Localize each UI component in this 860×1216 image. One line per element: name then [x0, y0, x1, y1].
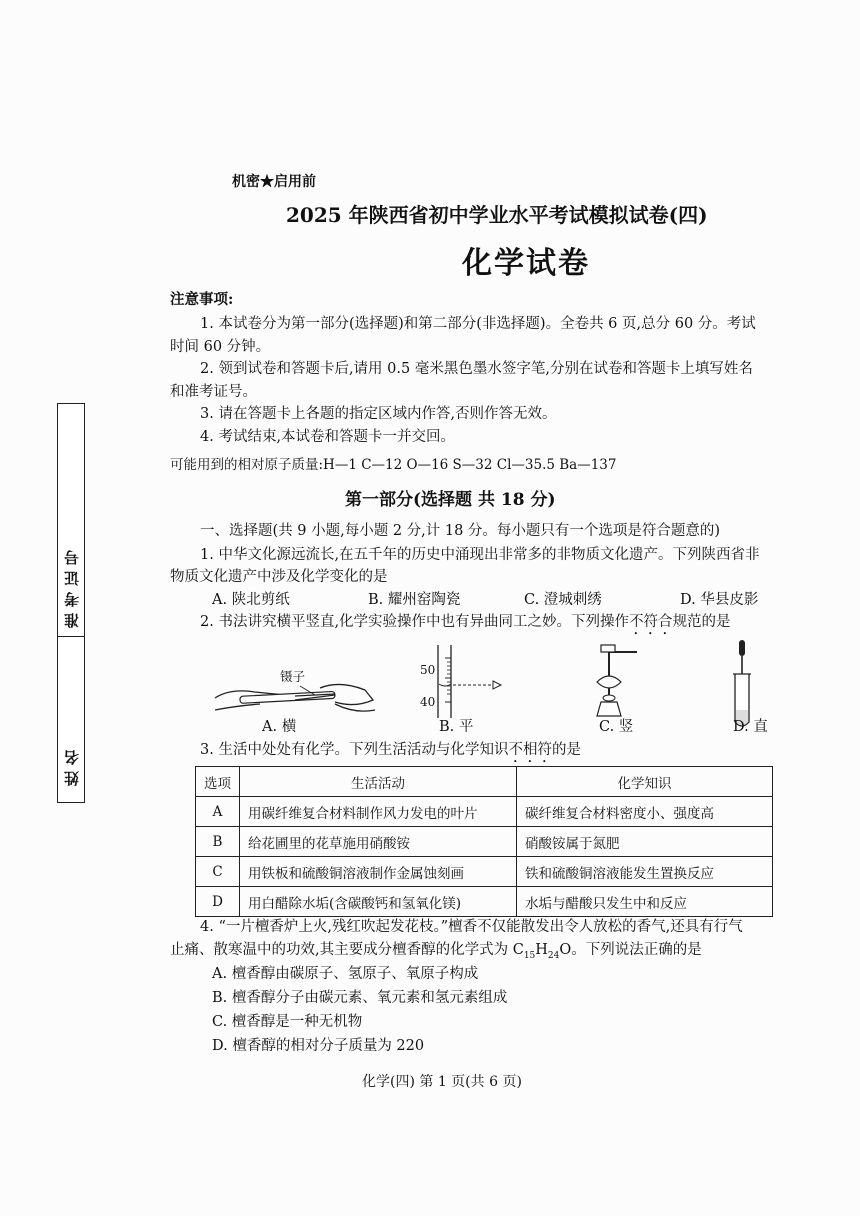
- q1-option-a: A. 陕北剪纸: [212, 592, 290, 608]
- table-cell: 用铁板和硫酸铜溶液制作金属蚀刻画: [240, 857, 517, 887]
- q4-line2: [170, 940, 702, 966]
- q1-option-b: B. 耀州窑陶瓷: [368, 592, 461, 608]
- atomic-masses: 可能用到的相对原子质量:H—1 C—12 O—16 S—32 Cl—35.5 Ba—137: [170, 457, 617, 473]
- q4-option-c: C. 檀香醇是一种无机物: [212, 1014, 363, 1030]
- q4-line2-post: O。下列说法正确的是: [559, 942, 702, 958]
- tweezers-illustration: [215, 684, 375, 711]
- q2-option-d: D. 直: [733, 719, 768, 735]
- q4-line1: 4. “一片檀香炉上火,残红吹起发花枝。”檀香不仅能散发出令人放松的香气,还具有行气: [200, 919, 743, 935]
- scale-label-50: 50: [420, 663, 436, 677]
- q2-option-a: A. 横: [262, 719, 297, 735]
- table-cell: B: [196, 827, 240, 857]
- candidate-info-box: [57, 403, 85, 803]
- q3-text: [200, 740, 581, 766]
- q1-line1: 1. 中华文化源远流长,在五千年的历史中涌现出非常多的非物质文化遗产。下列陕西省非: [200, 547, 760, 563]
- section-instructions: 一、选择题(共 9 小题,每小题 2 分,计 18 分。每小题只有一个选项是符合题意的): [200, 523, 721, 539]
- formula-sub-c: 15: [523, 950, 536, 961]
- q1-line2: 物质文化遗产中涉及化学变化的是: [170, 569, 388, 585]
- q4-line2-pre: 止痛、散寒温中的功效,其主要成分檀香醇的化学式为 C: [170, 942, 524, 958]
- table-cell: 硝酸铵属于氮肥: [517, 827, 773, 857]
- table-row: [196, 887, 773, 917]
- table-cell: 用白醋除水垢(含碳酸钙和氢氧化镁): [240, 887, 517, 917]
- q4-option-d: D. 檀香醇的相对分子质量为 220: [212, 1038, 425, 1054]
- table-header-knowledge: 化学知识: [517, 767, 773, 797]
- q2-text-pre: 2. 书法讲究横平竖直,化学实验操作中也有异曲同工之妙。下列操作: [200, 614, 630, 630]
- notice-item-3: 3. 请在答题卡上各题的指定区域内作答,否则作答无效。: [200, 406, 557, 422]
- q3-text-pre: 3. 生活中处处有化学。下列生活活动与化学知识: [200, 742, 509, 758]
- table-header-option: 选项: [196, 767, 240, 797]
- notice-item-1-cont: 时间 60 分钟。: [170, 339, 271, 355]
- q2-text-post: 规范的是: [672, 614, 731, 630]
- exam-title: 2025 年陕西省初中学业水平考试模拟试卷(四): [286, 203, 708, 227]
- name-label: 姓名: [63, 744, 81, 786]
- table-cell: 碳纤维复合材料密度小、强度高: [517, 797, 773, 827]
- table-header-row: [196, 767, 773, 797]
- q2-text-emphasis: 不符合: [629, 614, 673, 630]
- confidential-mark: 机密★启用前: [232, 174, 316, 190]
- table-cell: 用碳纤维复合材料制作风力发电的叶片: [240, 797, 517, 827]
- side-box-divider: [58, 636, 84, 637]
- formula-sub-h: 24: [547, 950, 560, 961]
- q4-option-b: B. 檀香醇分子由碳元素、氧元素和氢元素组成: [212, 990, 508, 1006]
- q3-text-emphasis: 不相符: [508, 742, 552, 758]
- page-footer: 化学(四) 第 1 页(共 6 页): [362, 1074, 522, 1090]
- q3-text-post: 的是: [551, 742, 581, 758]
- notice-item-4: 4. 考试结束,本试卷和答题卡一并交回。: [200, 429, 456, 445]
- notice-item-2-cont: 和准考证号。: [170, 384, 257, 400]
- table-cell: A: [196, 797, 240, 827]
- q3-table: [195, 766, 773, 917]
- q2-text: [200, 612, 731, 638]
- dropper-illustration: [733, 640, 751, 726]
- exam-id-label: 准考证号: [63, 544, 81, 628]
- formula-h: H: [535, 942, 548, 958]
- table-row: [196, 857, 773, 887]
- q2-option-b: B. 平: [439, 719, 474, 735]
- table-cell: 给花圃里的花草施用硝酸铵: [240, 827, 517, 857]
- q4-option-a: A. 檀香醇由碳原子、氢原子、氧原子构成: [212, 966, 479, 982]
- notice-item-1: 1. 本试卷分为第一部分(选择题)和第二部分(非选择题)。全卷共 6 页,总分 60 分。考试: [200, 316, 756, 332]
- table-cell: 水垢与醋酸只发生中和反应: [517, 887, 773, 917]
- subject-title: 化学试卷: [462, 246, 590, 281]
- table-header-activity: 生活活动: [240, 767, 517, 797]
- notice-heading: 注意事项:: [170, 291, 234, 308]
- part1-heading: 第一部分(选择题 共 18 分): [345, 490, 556, 510]
- q1-option-c: C. 澄城刺绣: [524, 592, 602, 608]
- q2-option-c: C. 竖: [599, 719, 634, 735]
- notice-item-2: 2. 领到试卷和答题卡后,请用 0.5 毫米黑色墨水签字笔,分别在试卷和答题卡上填写姓名: [200, 361, 753, 377]
- table-row: [196, 797, 773, 827]
- table-cell: 铁和硫酸铜溶液能发生置换反应: [517, 857, 773, 887]
- cylinder-illustration: [438, 645, 501, 718]
- scale-label-40: 40: [420, 695, 436, 709]
- q1-option-d: D. 华县皮影: [680, 592, 759, 608]
- table-cell: D: [196, 887, 240, 917]
- table-row: [196, 827, 773, 857]
- tweezers-label: 镊子: [280, 669, 306, 684]
- burner-illustration: [597, 645, 637, 716]
- table-cell: C: [196, 857, 240, 887]
